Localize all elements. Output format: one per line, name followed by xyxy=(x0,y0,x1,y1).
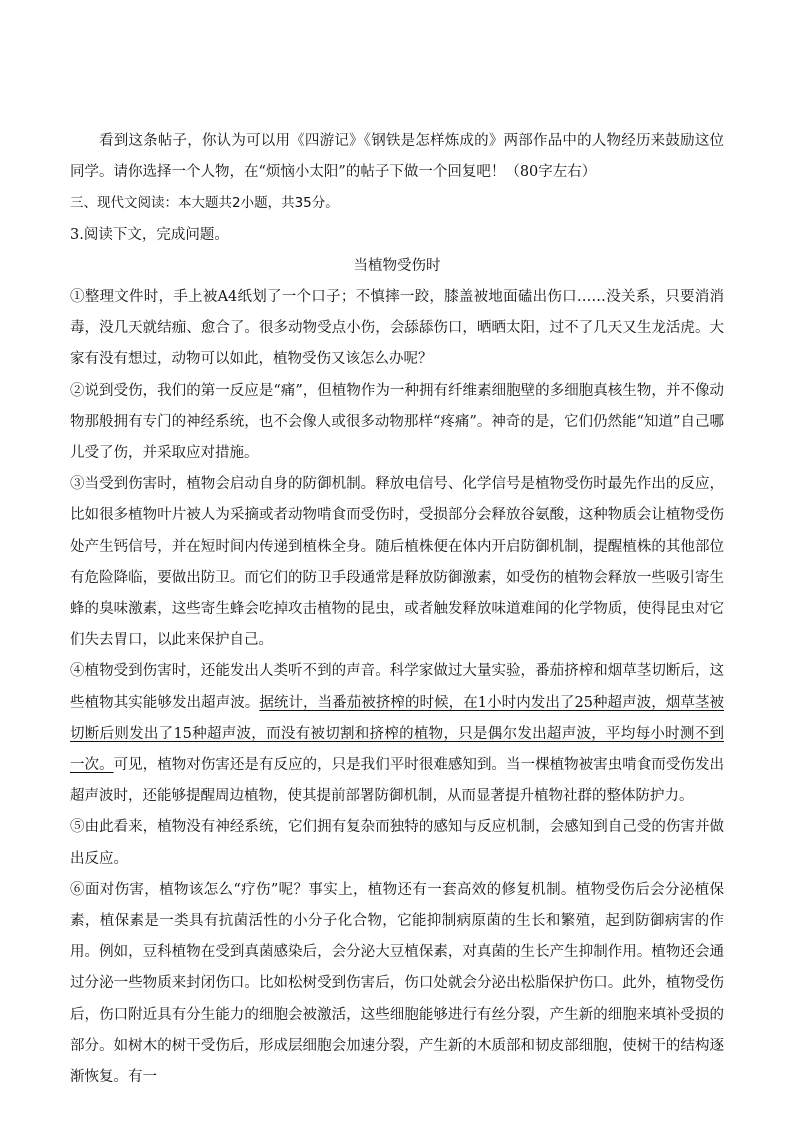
intro-paragraph: 看到这条帖子，你认为可以用《四游记》《钢铁是怎样炼成的》两部作品中的人物经历来鼓励这位同学。请你选择一个人物，在“烦恼小太阳”的帖子下做一个回复吧！（80字左右） xyxy=(70,133,724,181)
paragraph-text: ⑥面对伤害，植物该怎么“疗伤”呢？事实上，植物还有一套高效的修复机制。植物受伤后会分泌植保素，植保素是一类具有抗菌活性的小分子化合物，它能抑制病原菌的生长和繁殖，起到防御病害的作用。例如，豆科植物在受到真菌感染后，会分泌大豆植保素，对真菌的生长产生抑制作用。植物还会通过分泌一些物质来封闭伤口。比如松树受到伤害后，伤口处就会分泌出松脂保护伤口。此外，植物受伤后，伤口附近具有分生能力的细胞会被激活，这些细胞能够进行有丝分裂，产生新的细胞来填补受损的部分。如树木的树干受伤后，形成层细胞会加速分裂，产生新的木质部和韧皮部细胞，使树干的结构逐渐恢复。有一 xyxy=(70,881,724,1086)
paragraph-text: ⑤由此看来，植物没有神经系统，它们拥有复杂而独特的感知与反应机制，会感知到自己受的伤害并做出反应。 xyxy=(70,819,724,867)
article-title: 当植物受伤时 xyxy=(353,257,441,274)
article-paragraph-5 xyxy=(70,812,724,874)
article-paragraph-6 xyxy=(70,875,724,1093)
section-heading: 三、现代文阅读：本大题共2小题，共35分。 xyxy=(70,195,339,212)
article-paragraph-4 xyxy=(70,656,724,812)
underlined-sentence: 据统计，当番茄被挤榨的时候，在1小时内发出了25种超声波，烟草茎被切断后则发出了15种超声波，而没有被切割和挤榨的植物，只是偶尔发出超声波，平均每小时测不到一次。 xyxy=(70,694,724,774)
paragraph-text-continued: 可见，植物对伤害还是有反应的，只是我们平时很难感知到。当一棵植物被害虫啃食而受伤发出超声波时，还能够提醒周边植物，使其提前部署防御机制，从而显著提升植物社群的整体防护力。 xyxy=(70,757,725,805)
question-prompt: 3.阅读下文，完成问题。 xyxy=(70,226,229,243)
article-paragraph-1 xyxy=(70,282,724,376)
paragraph-text: ②说到受伤，我们的第一反应是“痛”，但植物作为一种拥有纤维素细胞壁的多细胞真核生物，并不像动物那般拥有专门的神经系统，也不会像人或很多动物那样“疼痛”。神奇的是，它们仍然能“知道”自己哪儿受了伤，并采取应对措施。 xyxy=(70,382,724,462)
paragraph-text: ③当受到伤害时，植物会启动自身的防御机制。释放电信号、化学信号是植物受伤时最先作出的反应，比如很多植物叶片被人为采摘或者动物啃食而受伤时，受损部分会释放谷氨酸，这种物质会让植物受伤处产生钙信号，并在短时间内传递到植株全身。随后植株便在体内开启防御机制，提醒植株的其他部位有危险降临，要做出防卫。而它们的防卫手段通常是释放防御激素，如受伤的植物会释放一些吸引寄生蜂的臭味激素，这些寄生蜂会吃掉攻击植物的昆虫，或者触发释放味道难闻的化学物质，使得昆虫对它们失去胃口，以此来保护自己。 xyxy=(70,476,724,649)
page-content xyxy=(70,126,724,1093)
paragraph-text: ①整理文件时，手上被A4纸划了一个口子；不慎摔一跤，膝盖被地面磕出伤口……没关系，只要消消毒，没几天就结痂、愈合了。很多动物受点小伤，会舔舔伤口，晒晒太阳，过不了几天又生龙活虎。大家有没有想过，动物可以如此，植物受伤又该怎么办呢？ xyxy=(70,289,724,368)
article-paragraph-3 xyxy=(70,469,724,656)
article-paragraph-2 xyxy=(70,376,724,470)
paragraph-text: ④植物受到伤害时，还能发出人类听不到的声音。科学家做过大量实验，番茄挤榨和烟草茎切断后，这些植物其实能够发出超声波。 xyxy=(70,663,724,711)
